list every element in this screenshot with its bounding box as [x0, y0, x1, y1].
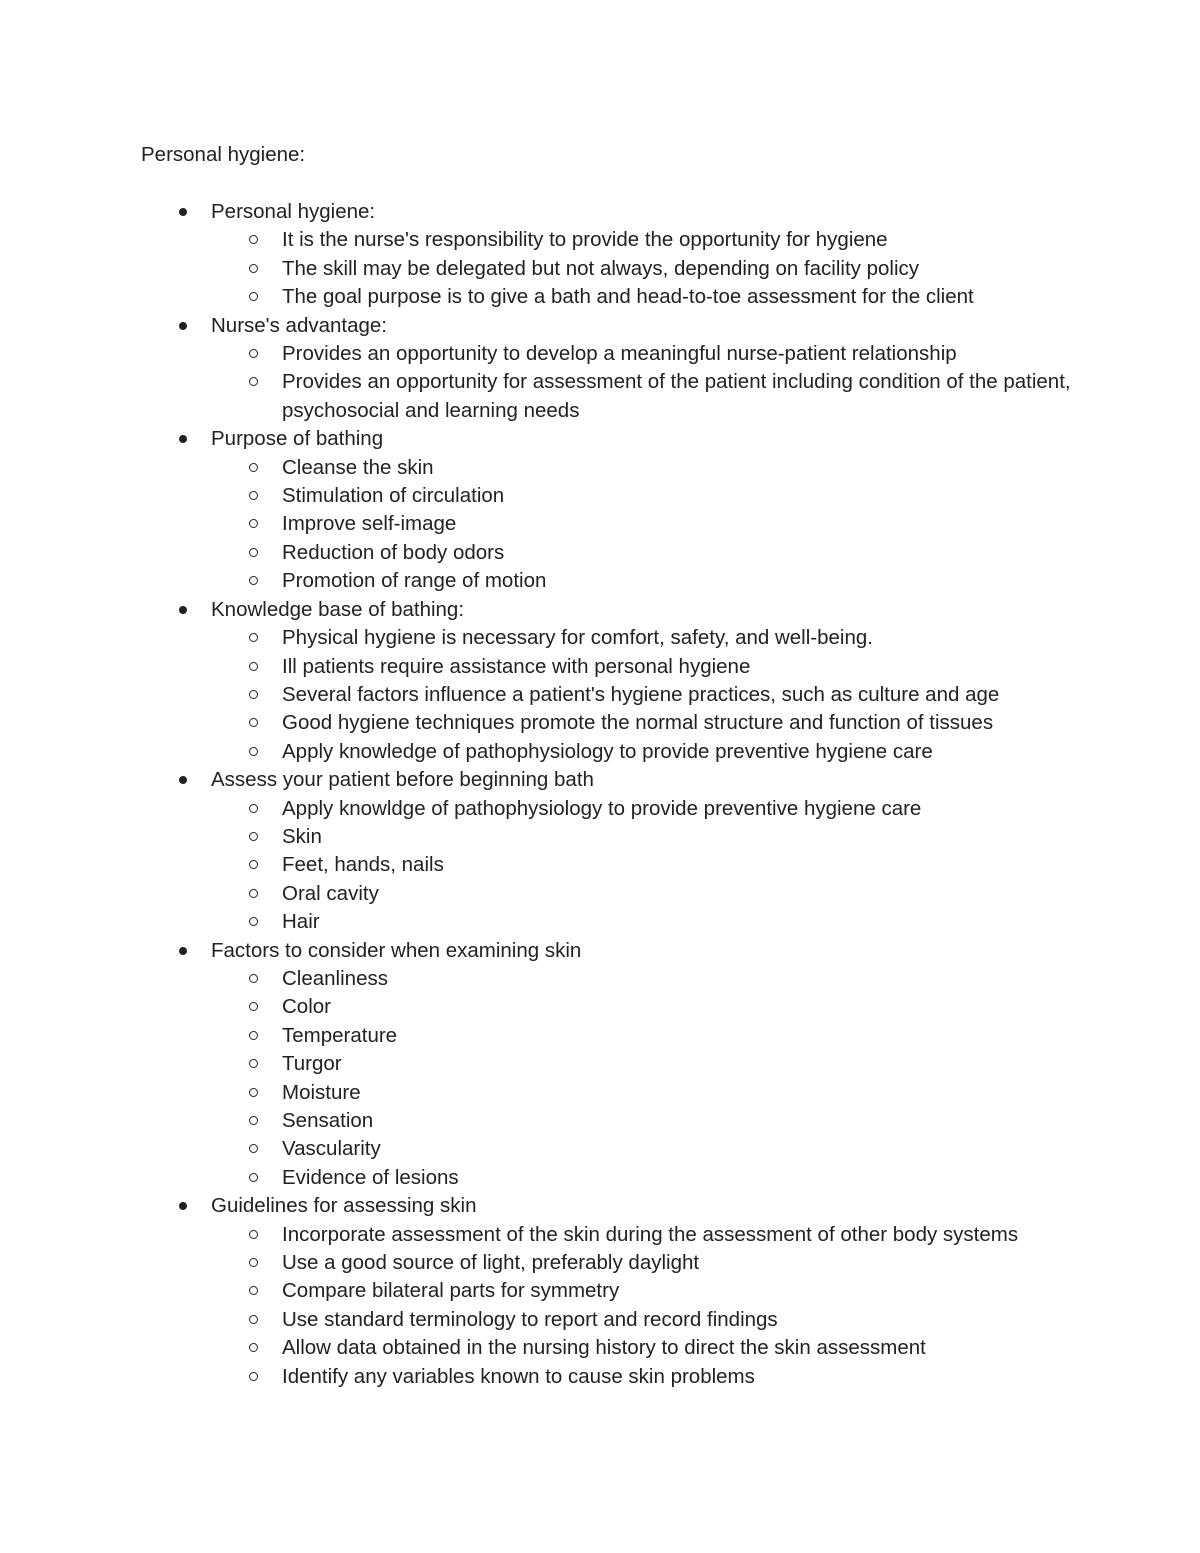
- sub-item-text: Identify any variables known to cause skin problems: [282, 1364, 755, 1388]
- sub-list-item: [0, 738, 1072, 766]
- sub-list-item: [0, 1107, 1072, 1135]
- hollow-bullet-icon: [249, 1372, 258, 1381]
- sub-item-text: Use a good source of light, preferably daylight: [282, 1251, 700, 1275]
- hollow-bullet-icon: [249, 1258, 258, 1267]
- hollow-bullet-icon: [249, 377, 258, 386]
- section-heading: Knowledge base of bathing:: [211, 597, 465, 621]
- document-title: Personal hygiene:: [141, 143, 306, 166]
- sub-list-item: [0, 965, 1072, 993]
- sub-list-item: [0, 908, 1072, 936]
- outline-section: [0, 425, 1200, 595]
- filled-bullet-icon: [179, 947, 187, 955]
- sub-item-text: Stimulation of circulation: [282, 484, 505, 508]
- sub-list-item: [0, 340, 1072, 368]
- sub-list-item: [0, 482, 1072, 510]
- sub-item-text: Improve self-image: [282, 512, 457, 536]
- hollow-bullet-icon: [249, 519, 258, 528]
- hollow-bullet-icon: [249, 690, 258, 699]
- section-heading: Personal hygiene:: [211, 200, 376, 223]
- sub-list-item: [0, 1050, 1072, 1078]
- sub-list-item: [0, 1306, 1072, 1334]
- sub-list-item: [0, 567, 1072, 595]
- hollow-bullet-icon: [249, 1230, 258, 1239]
- sub-item-text: Physical hygiene is necessary for comfort, safety, and well-being.: [282, 626, 873, 650]
- sub-list-item: [0, 1277, 1072, 1305]
- sub-list-item: [0, 681, 1072, 709]
- sub-item-text: The goal purpose is to give a bath and head-to-toe assessment for the client: [282, 285, 974, 309]
- sub-list-item: [0, 1249, 1072, 1277]
- sub-item-text: Skin: [282, 824, 322, 848]
- sub-list-item: [0, 1022, 1072, 1050]
- sub-item-text: Apply knowledge of pathophysiology to provide preventive hygiene care: [282, 739, 933, 763]
- hollow-bullet-icon: [249, 804, 258, 813]
- sub-item-text: Apply knowldge of pathophysiology to provide preventive hygiene care: [282, 796, 922, 820]
- section-heading: Factors to consider when examining skin: [211, 938, 582, 962]
- sub-list-item: [0, 624, 1072, 652]
- sub-list-item: [0, 880, 1072, 908]
- sub-list-item: [0, 1164, 1072, 1192]
- sub-list-item: [0, 851, 1072, 879]
- hollow-bullet-icon: [249, 576, 258, 585]
- sub-item-text: Provides an opportunity for assessment of the patient including condition of the patient, psychosocial and learning needs: [282, 370, 1071, 422]
- hollow-bullet-icon: [249, 974, 258, 983]
- sub-item-text: Color: [282, 995, 331, 1019]
- sub-item-text: Reduction of body odors: [282, 540, 505, 564]
- hollow-bullet-icon: [249, 548, 258, 557]
- outline-section: [0, 937, 1200, 1193]
- hollow-bullet-icon: [249, 264, 258, 273]
- sub-item-text: Oral cavity: [282, 881, 379, 905]
- hollow-bullet-icon: [249, 860, 258, 869]
- hollow-bullet-icon: [249, 832, 258, 841]
- hollow-bullet-icon: [249, 491, 258, 500]
- hollow-bullet-icon: [249, 1002, 258, 1011]
- section-heading-row: [0, 937, 1071, 965]
- filled-bullet-icon: [179, 208, 187, 216]
- sub-list-item: [0, 510, 1072, 538]
- hollow-bullet-icon: [249, 1031, 258, 1040]
- sub-item-text: Evidence of lesions: [282, 1165, 459, 1189]
- hollow-bullet-icon: [249, 463, 258, 472]
- sub-list-item: [0, 255, 1072, 283]
- hollow-bullet-icon: [249, 1315, 258, 1324]
- sub-list-item: [0, 283, 1072, 311]
- hollow-bullet-icon: [249, 1343, 258, 1352]
- filled-bullet-icon: [179, 606, 187, 614]
- outline-section: [0, 312, 1200, 426]
- hollow-bullet-icon: [249, 747, 258, 756]
- hollow-bullet-icon: [249, 1088, 258, 1097]
- sub-item-text: Cleanse the skin: [282, 455, 434, 479]
- sub-list-item: [0, 1079, 1072, 1107]
- sub-item-text: Incorporate assessment of the skin during the assessment of other body systems: [282, 1222, 1019, 1246]
- sub-list-item: [0, 454, 1072, 482]
- sub-item-text: It is the nurse's responsibility to provide the opportunity for hygiene: [282, 228, 888, 252]
- section-heading-row: [0, 596, 1071, 624]
- sub-item-text: Moisture: [282, 1080, 361, 1104]
- sub-list-item: [0, 1334, 1072, 1362]
- filled-bullet-icon: [179, 322, 187, 330]
- sub-item-text: Promotion of range of motion: [282, 569, 547, 593]
- outline-section: [0, 1192, 1200, 1391]
- sub-item-text: Allow data obtained in the nursing history to direct the skin assessment: [282, 1336, 926, 1360]
- section-heading-row: [0, 312, 1071, 340]
- sub-item-text: Temperature: [282, 1023, 398, 1047]
- section-heading-row: [0, 766, 1071, 794]
- sub-item-text: Vascularity: [282, 1137, 381, 1161]
- section-heading-row: [0, 198, 1071, 226]
- sub-list-item: [0, 1221, 1072, 1249]
- hollow-bullet-icon: [249, 292, 258, 301]
- outline-section: [0, 596, 1200, 766]
- section-heading: Purpose of bathing: [211, 427, 384, 451]
- sub-list-item: [0, 226, 1072, 254]
- hollow-bullet-icon: [249, 1286, 258, 1295]
- sub-item-text: Good hygiene techniques promote the normal structure and function of tissues: [282, 711, 994, 735]
- sub-list-item: [0, 1363, 1072, 1391]
- sub-list-item: [0, 709, 1072, 737]
- filled-bullet-icon: [179, 776, 187, 784]
- sub-list-item: [0, 1135, 1072, 1163]
- hollow-bullet-icon: [249, 633, 258, 642]
- sub-list-item: [0, 539, 1072, 567]
- hollow-bullet-icon: [249, 235, 258, 244]
- sub-item-text: Provides an opportunity to develop a meaningful nurse-patient relationship: [282, 342, 957, 366]
- section-heading: Nurse's advantage:: [211, 313, 387, 337]
- sub-item-text: Hair: [282, 910, 320, 934]
- sub-list-item: [0, 368, 1072, 425]
- sub-item-text: Ill patients require assistance with personal hygiene: [282, 654, 751, 678]
- hollow-bullet-icon: [249, 1144, 258, 1153]
- hollow-bullet-icon: [249, 889, 258, 898]
- filled-bullet-icon: [179, 1202, 187, 1210]
- hollow-bullet-icon: [249, 1059, 258, 1068]
- section-heading: Assess your patient before beginning bath: [211, 768, 594, 792]
- hollow-bullet-icon: [249, 349, 258, 358]
- hollow-bullet-icon: [249, 662, 258, 671]
- sub-item-text: Cleanliness: [282, 966, 388, 990]
- sub-item-text: Use standard terminology to report and record findings: [282, 1307, 778, 1331]
- sub-list-item: [0, 653, 1072, 681]
- outline-section: [0, 198, 1200, 312]
- sub-list-item: [0, 993, 1072, 1021]
- sub-item-text: Compare bilateral parts for symmetry: [282, 1279, 620, 1303]
- section-heading-row: [0, 1192, 1071, 1220]
- sub-item-text: Turgor: [282, 1052, 342, 1076]
- filled-bullet-icon: [179, 435, 187, 443]
- sub-item-text: Several factors influence a patient's hygiene practices, such as culture and age: [282, 682, 1000, 706]
- bulleted-outline: [0, 198, 1200, 1391]
- section-heading: Guidelines for assessing skin: [211, 1194, 477, 1218]
- sub-item-text: Feet, hands, nails: [282, 853, 444, 877]
- hollow-bullet-icon: [249, 917, 258, 926]
- hollow-bullet-icon: [249, 1116, 258, 1125]
- hollow-bullet-icon: [249, 718, 258, 727]
- hollow-bullet-icon: [249, 1173, 258, 1182]
- sub-list-item: [0, 823, 1072, 851]
- sub-item-text: Sensation: [282, 1109, 374, 1132]
- section-heading-row: [0, 425, 1071, 453]
- sub-list-item: [0, 795, 1072, 823]
- outline-section: [0, 766, 1200, 936]
- sub-item-text: The skill may be delegated but not always, depending on facility policy: [282, 256, 920, 280]
